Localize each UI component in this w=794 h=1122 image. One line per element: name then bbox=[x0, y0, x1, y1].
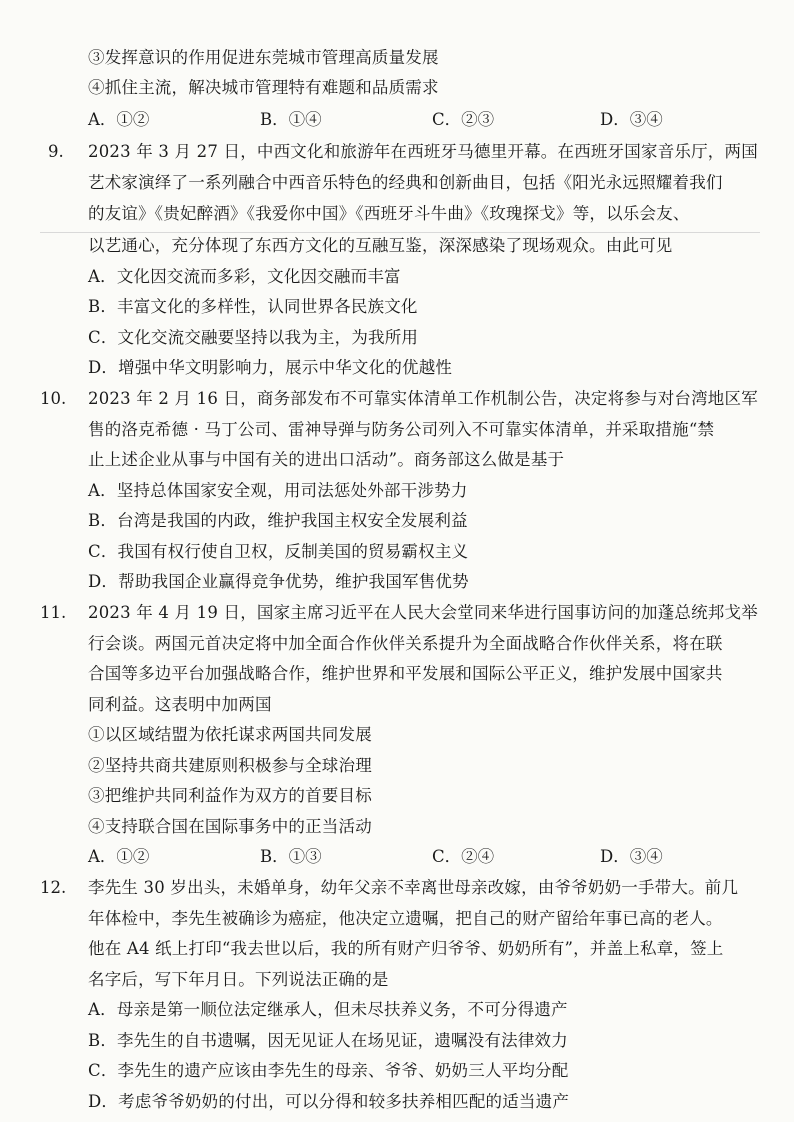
q8-choices bbox=[88, 108, 698, 132]
q11-stem-line-2: 行会谈。两国元首决定将中加全面合作伙伴关系提升为全面战略合作伙伴关系，将在联 bbox=[88, 634, 723, 653]
q12-option-c[interactable]: C．李先生的遗产应该由李先生的母亲、爷爷、奶奶三人平均分配 bbox=[88, 1061, 569, 1080]
q9-option-d[interactable]: D．增强中华文明影响力，展示中华文化的优越性 bbox=[88, 358, 453, 377]
q11-stem-line-3: 合国等多边平台加强战略合作，维护世界和平发展和国际公平正义，维护发展中国家共 bbox=[88, 664, 723, 683]
q8-option-4: ④抓住主流，解决城市管理特有难题和品质需求 bbox=[88, 78, 439, 97]
q10-option-b[interactable]: B．台湾是我国的内政，维护我国主权安全发展利益 bbox=[88, 511, 468, 530]
q9-stem-line-3: 的友谊》《贵妃醉酒》《我爱你中国》《西班牙斗牛曲》《玫瑰探戈》等，以乐会友、 bbox=[88, 204, 690, 223]
q9-stem-line-2: 艺术家演绎了一系列融合中西音乐特色的经典和创新曲目，包括《阳光永远照耀着我们 bbox=[88, 173, 723, 192]
q12-number: 12. bbox=[40, 878, 67, 897]
q12-stem-line-2: 年体检中，李先生被确诊为癌症，他决定立遗嘱，把自己的财产留给年事已高的老人。 bbox=[88, 909, 723, 928]
fold-line bbox=[40, 232, 760, 233]
q11-stem-line-4: 同利益。这表明中加两国 bbox=[88, 695, 272, 714]
q12-stem-line-3: 他在 A4 纸上打印“我去世以后，我的所有财产归爷爷、奶奶所有”，并盖上私章，签上 bbox=[88, 939, 724, 958]
q8-choice-a[interactable]: A．①② bbox=[88, 110, 150, 129]
q10-number: 10. bbox=[40, 389, 67, 408]
q9-number: 9. bbox=[48, 142, 64, 161]
q12-stem-line-1: 李先生 30 岁出头，未婚单身，幼年父亲不幸离世母亲改嫁，由爷爷奶奶一手带大。前几 bbox=[88, 878, 739, 897]
q11-item-3: ③把维护共同利益作为双方的首要目标 bbox=[88, 786, 372, 805]
q9-stem-line-1: 2023 年 3 月 27 日，中西文化和旅游年在西班牙马德里开幕。在西班牙国家音乐厅，两国 bbox=[88, 142, 758, 161]
q11-number: 11. bbox=[40, 603, 67, 622]
q12-option-a[interactable]: A．母亲是第一顺位法定继承人，但未尽扶养义务，不可分得遗产 bbox=[88, 1000, 568, 1019]
q10-option-a[interactable]: A．坚持总体国家安全观，用司法惩处外部干涉势力 bbox=[88, 481, 468, 500]
q11-choice-b[interactable]: B．①③ bbox=[260, 847, 322, 866]
q8-option-3: ③发挥意识的作用促进东莞城市管理高质量发展 bbox=[88, 48, 439, 67]
q11-item-4: ④支持联合国在国际事务中的正当活动 bbox=[88, 817, 372, 836]
q10-stem-line-2: 售的洛克希德 · 马丁公司、雷神导弹与防务公司列入不可靠实体清单，并采取措施“禁 bbox=[88, 420, 715, 439]
q8-choice-d[interactable]: D．③④ bbox=[600, 110, 663, 129]
q11-choice-d[interactable]: D．③④ bbox=[600, 847, 663, 866]
q12-option-d[interactable]: D．考虑爷爷奶奶的付出，可以分得和较多扶养相匹配的适当遗产 bbox=[88, 1092, 570, 1111]
q12-option-b[interactable]: B．李先生的自书遗嘱，因无见证人在场见证，遗嘱没有法律效力 bbox=[88, 1031, 568, 1050]
q9-option-b[interactable]: B．丰富文化的多样性，认同世界各民族文化 bbox=[88, 297, 418, 316]
q10-stem-line-3: 止上述企业从事与中国有关的进出口活动”。商务部这么做是基于 bbox=[88, 450, 565, 469]
q8-choice-b[interactable]: B．①④ bbox=[260, 110, 322, 129]
q9-option-a[interactable]: A．文化因交流而多彩，文化因交融而丰富 bbox=[88, 267, 401, 286]
q10-option-d[interactable]: D．帮助我国企业赢得竞争优势，维护我国军售优势 bbox=[88, 572, 469, 591]
q11-item-1: ①以区域结盟为依托谋求两国共同发展 bbox=[88, 725, 372, 744]
q11-choices bbox=[88, 845, 698, 869]
q12-stem-line-4: 名字后，写下年月日。下列说法正确的是 bbox=[88, 970, 389, 989]
q11-choice-c[interactable]: C．②④ bbox=[432, 847, 495, 866]
q8-choice-c[interactable]: C．②③ bbox=[432, 110, 495, 129]
q10-option-c[interactable]: C．我国有权行使自卫权，反制美国的贸易霸权主义 bbox=[88, 542, 469, 561]
q10-stem-line-1: 2023 年 2 月 16 日，商务部发布不可靠实体清单工作机制公告，决定将参与对台湾地区军 bbox=[88, 389, 758, 408]
q11-item-2: ②坚持共商共建原则积极参与全球治理 bbox=[88, 756, 372, 775]
q11-stem-line-1: 2023 年 4 月 19 日，国家主席习近平在人民大会堂同来华进行国事访问的加蓬总统邦戈举 bbox=[88, 603, 758, 622]
q11-choice-a[interactable]: A．①② bbox=[88, 847, 150, 866]
q9-stem-line-4: 以艺通心，充分体现了东西方文化的互融互鉴，深深感染了现场观众。由此可见 bbox=[88, 236, 673, 255]
q9-option-c[interactable]: C．文化交流交融要坚持以我为主，为我所用 bbox=[88, 328, 419, 347]
